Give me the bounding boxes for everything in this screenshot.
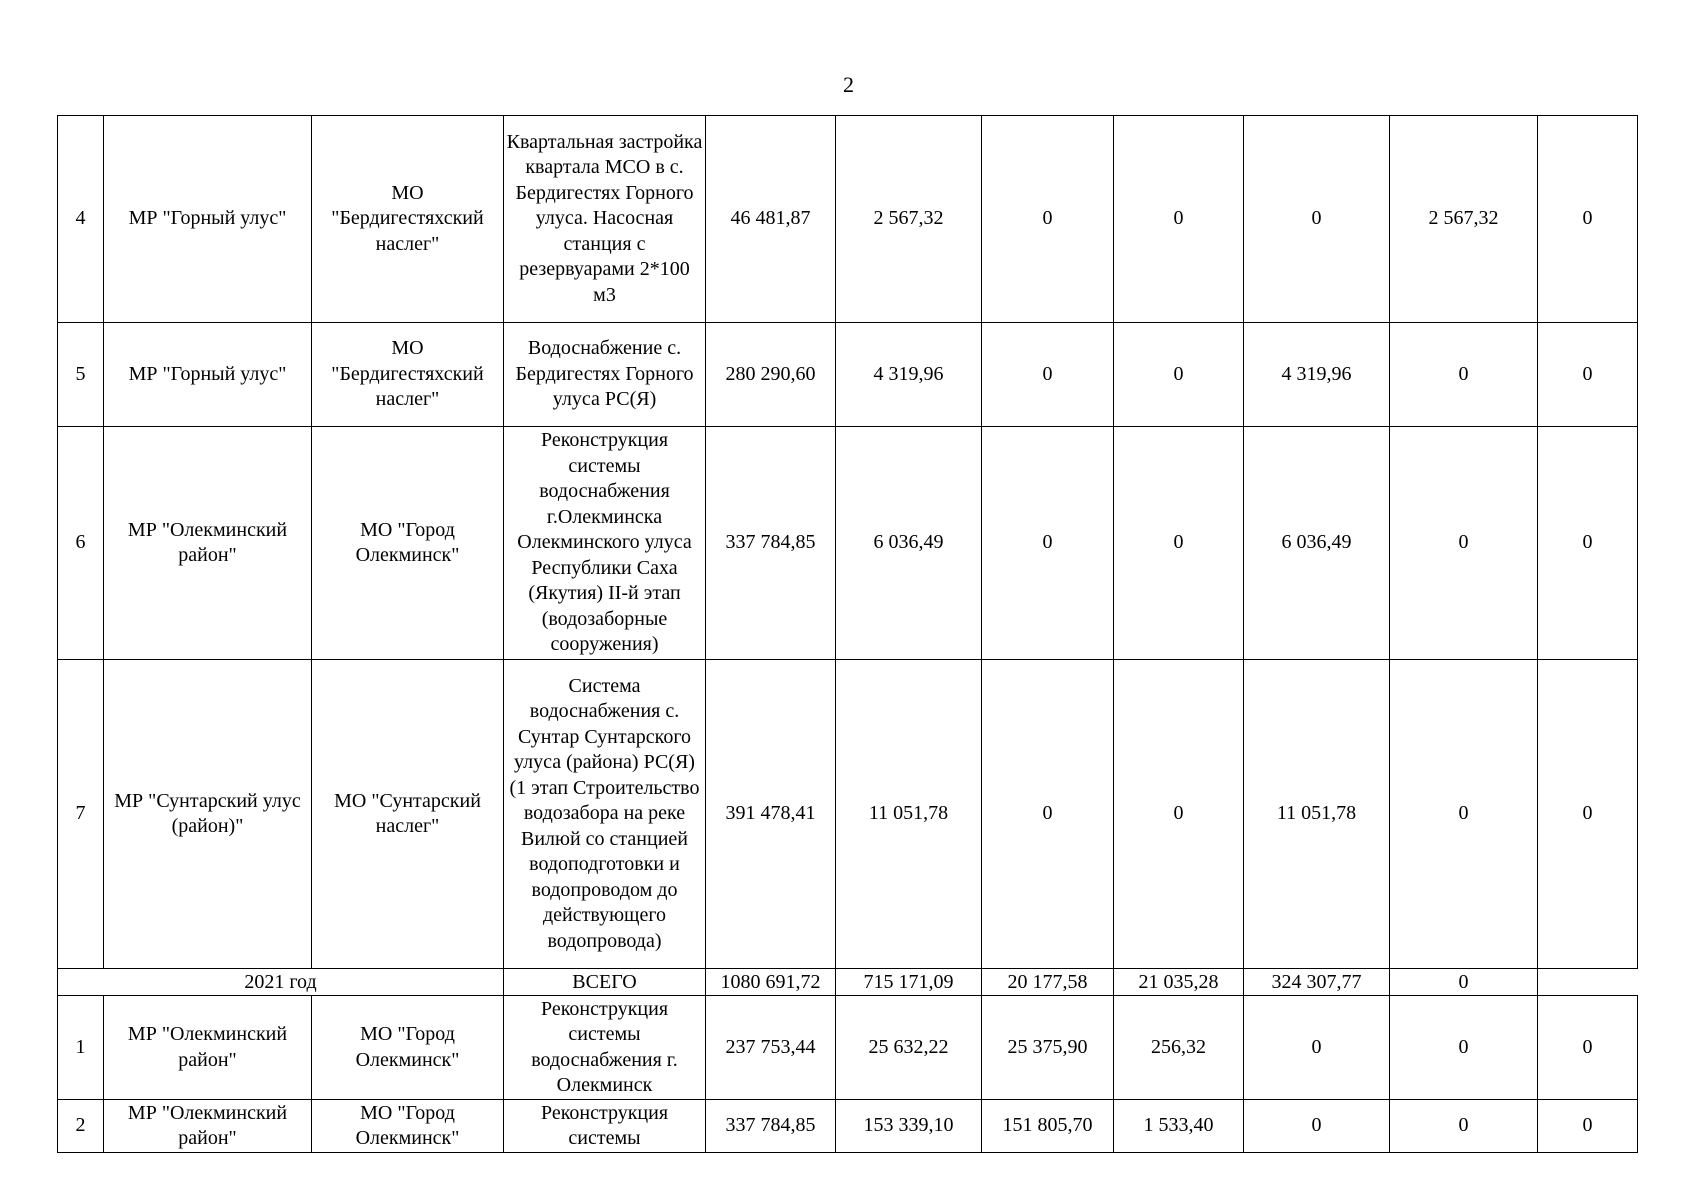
total-cell: 25 632,22 [836, 996, 982, 1100]
sum-cell: 0 [1244, 116, 1390, 323]
sum-cell: 0 [1390, 969, 1538, 996]
row-number: 7 [58, 660, 104, 969]
cost-cell: 280 290,60 [706, 323, 836, 427]
row-kind-label: ВСЕГО [504, 969, 706, 996]
sum-cell: 0 [982, 427, 1114, 660]
sum-cell: 0 [1538, 116, 1638, 323]
object-cell: Водоснабжение с. Бердигестях Горного улуса РС(Я) [504, 323, 706, 427]
sum-cell: 0 [1390, 427, 1538, 660]
district-cell: МР "Горный улус" [104, 323, 312, 427]
district-cell: МР "Олекминский район" [104, 427, 312, 660]
cost-cell: 46 481,87 [706, 116, 836, 323]
total-cell: 1080 691,72 [706, 969, 836, 996]
sum-cell: 0 [1538, 1100, 1638, 1153]
district-cell: МР "Горный улус" [104, 116, 312, 323]
sum-cell: 324 307,77 [1244, 969, 1390, 996]
table-row [58, 323, 1638, 427]
sum-cell: 0 [1538, 427, 1638, 660]
object-cell: Реконструкция системы [504, 1100, 706, 1153]
total-cell: 153 339,10 [836, 1100, 982, 1153]
table-body-lower [58, 996, 1638, 1153]
page-number: 2 [843, 72, 854, 97]
cost-cell: 337 784,85 [706, 427, 836, 660]
table-row [58, 996, 1638, 1100]
row-number: 5 [58, 323, 104, 427]
district-cell: МР "Олекминский район" [104, 1100, 312, 1153]
sum-cell: 25 375,90 [982, 996, 1114, 1100]
municipality-cell: МО "Сунтарский наслег" [312, 660, 504, 969]
sum-cell: 0 [1244, 996, 1390, 1100]
sum-cell: 0 [982, 660, 1114, 969]
object-cell: Квартальная застройка квартала МСО в с. Бердигестях Горного улуса. Насосная станция с резервуарами 2*100 м3 [504, 116, 706, 323]
year-total-row [58, 969, 1638, 996]
municipality-cell: МО "Город Олекминск" [312, 427, 504, 660]
object-cell: Реконструкция системы водоснабжения г.Олекминска Олекминского улуса Республики Саха (Якутия) II-й этап (водозаборные сооружения) [504, 427, 706, 660]
municipality-cell: МО "Бердигестяхский наслег" [312, 323, 504, 427]
sum-cell: 0 [1244, 1100, 1390, 1153]
table-row [58, 1100, 1638, 1153]
table-row [58, 427, 1638, 660]
sum-cell: 20 177,58 [982, 969, 1114, 996]
municipality-cell: МО "Бердигестяхский наслег" [312, 116, 504, 323]
sum-cell: 21 035,28 [1114, 969, 1244, 996]
year-label: 2021 год [58, 969, 504, 996]
row-number: 2 [58, 1100, 104, 1153]
sum-cell: 11 051,78 [1244, 660, 1390, 969]
table-row [58, 116, 1638, 323]
sum-cell: 6 036,49 [1244, 427, 1390, 660]
sum-cell: 0 [1114, 660, 1244, 969]
row-number: 6 [58, 427, 104, 660]
object-cell: Система водоснабжения с. Сунтар Сунтарского улуса (района) РС(Я) (1 этап Строительство водозабора на реке Вилюй со станцией водоподготовки и водопроводом до действующего водопровода) [504, 660, 706, 969]
cost-cell: 337 784,85 [706, 1100, 836, 1153]
sum-cell: 0 [982, 116, 1114, 323]
sum-cell: 0 [1114, 323, 1244, 427]
sum-cell: 0 [982, 323, 1114, 427]
sum-cell: 0 [1390, 323, 1538, 427]
sum-cell: 715 171,09 [836, 969, 982, 996]
sum-cell: 1 533,40 [1114, 1100, 1244, 1153]
table-row [58, 660, 1638, 969]
cost-cell: 237 753,44 [706, 996, 836, 1100]
sum-cell: 2 567,32 [1390, 116, 1538, 323]
sum-cell: 0 [1114, 116, 1244, 323]
sum-cell: 0 [1538, 660, 1638, 969]
sum-cell: 4 319,96 [1244, 323, 1390, 427]
financing-table [57, 115, 1638, 1153]
district-cell: МР "Олекминский район" [104, 996, 312, 1100]
total-cell: 4 319,96 [836, 323, 982, 427]
row-number: 1 [58, 996, 104, 1100]
sum-cell: 0 [1390, 1100, 1538, 1153]
district-cell: МР "Сунтарский улус (район)" [104, 660, 312, 969]
table-body-upper [58, 116, 1638, 969]
object-cell: Реконструкция системы водоснабжения г. Олекминск [504, 996, 706, 1100]
total-cell: 2 567,32 [836, 116, 982, 323]
municipality-cell: МО "Город Олекминск" [312, 996, 504, 1100]
sum-cell: 0 [1538, 323, 1638, 427]
total-cell: 6 036,49 [836, 427, 982, 660]
sum-cell: 0 [1390, 996, 1538, 1100]
row-number: 4 [58, 116, 104, 323]
total-cell: 11 051,78 [836, 660, 982, 969]
sum-cell: 0 [1114, 427, 1244, 660]
sum-cell: 256,32 [1114, 996, 1244, 1100]
sum-cell: 0 [1538, 996, 1638, 1100]
cost-cell: 391 478,41 [706, 660, 836, 969]
sum-cell: 0 [1390, 660, 1538, 969]
municipality-cell: МО "Город Олекминск" [312, 1100, 504, 1153]
sum-cell: 151 805,70 [982, 1100, 1114, 1153]
